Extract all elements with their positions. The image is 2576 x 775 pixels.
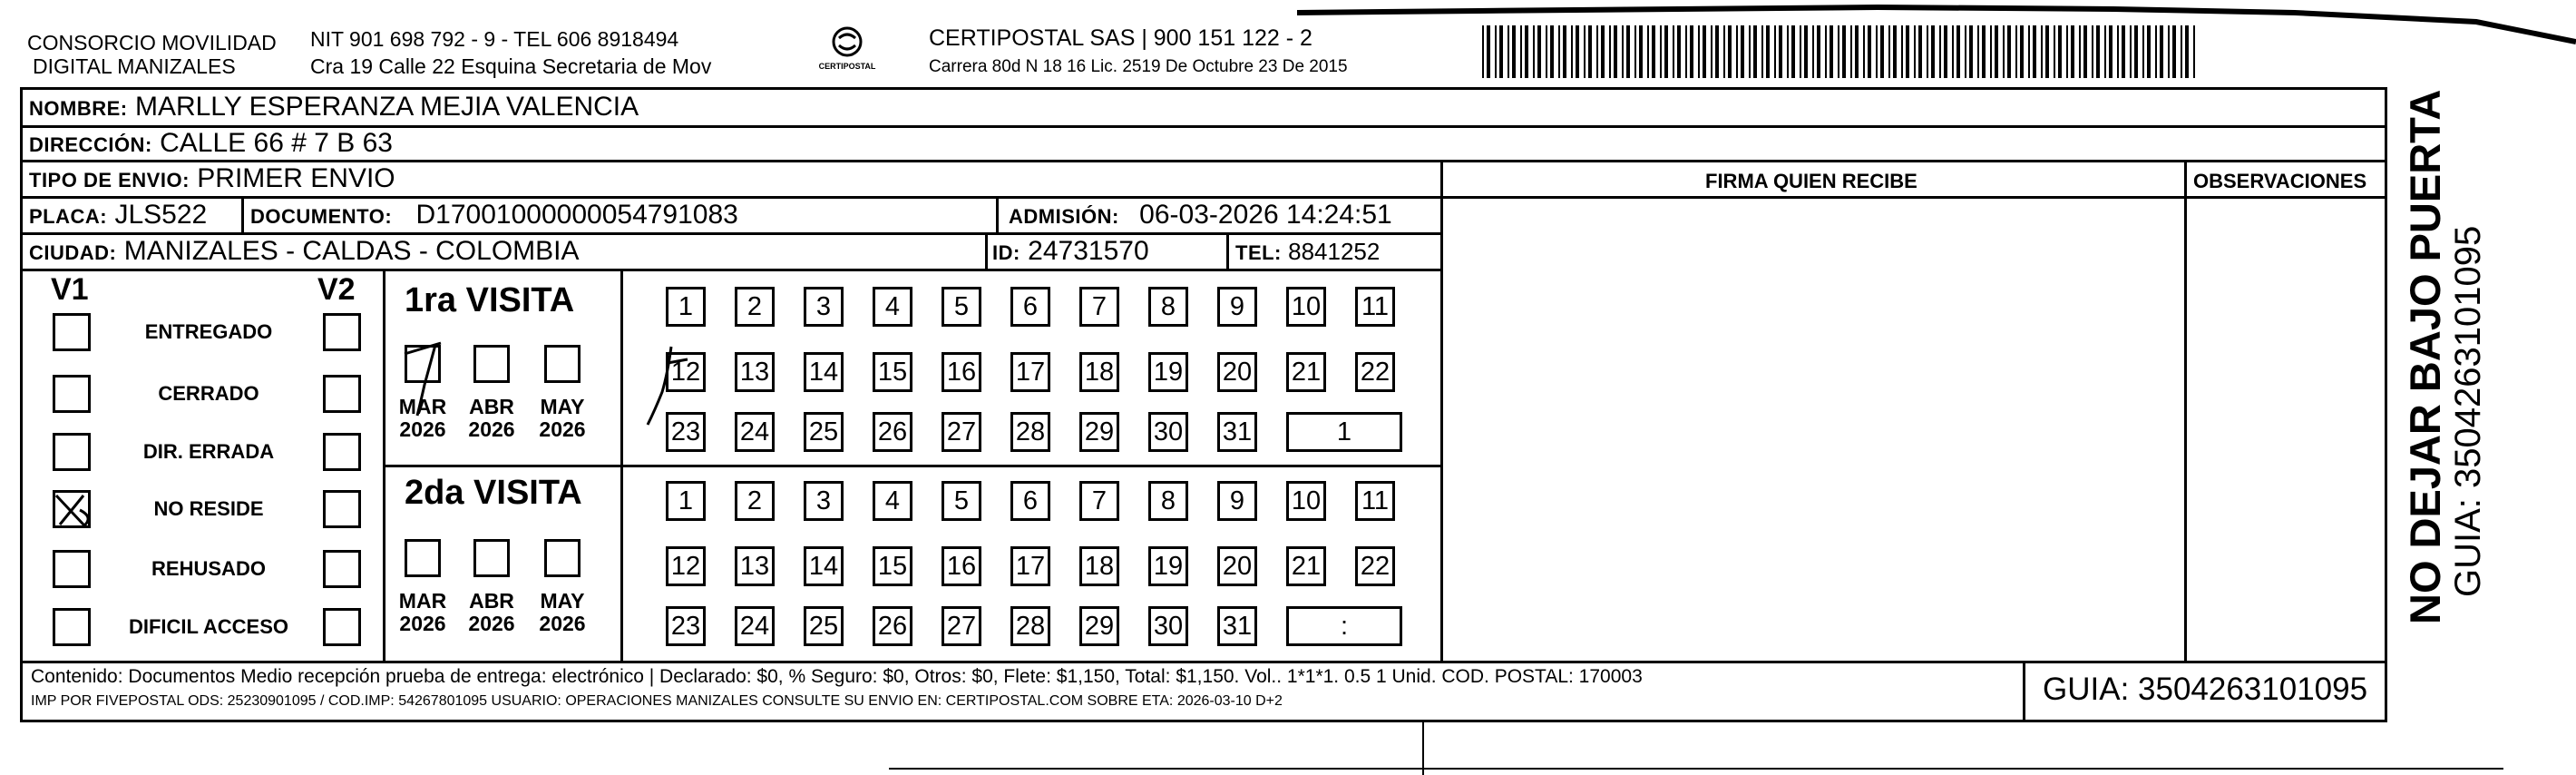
second-visit-day-box[interactable]: 27 — [942, 606, 981, 646]
first-visit-day-box[interactable]: 6 — [1010, 287, 1050, 327]
month-name: ABR — [469, 589, 514, 613]
company-name-line1: CONSORCIO MOVILIDAD — [27, 31, 277, 54]
first-visit-day-box[interactable]: 22 — [1355, 352, 1395, 392]
second-visit-day-box[interactable]: 9 — [1217, 481, 1257, 521]
barcode-bar — [1838, 25, 1839, 78]
documento-field — [250, 201, 738, 229]
barcode-bar — [1690, 25, 1693, 78]
barcode-bar — [1576, 25, 1579, 78]
nombre-label: NOMBRE: — [29, 97, 128, 120]
barcode-bar — [1723, 25, 1725, 78]
v1-checkbox[interactable] — [53, 490, 91, 528]
barcode-bar — [1647, 25, 1649, 78]
barcode-bar — [2020, 25, 2024, 78]
admision-value: 06-03-2026 14:24:51 — [1139, 200, 1392, 230]
barcode-bar — [2092, 25, 2093, 78]
second-visit-day-box[interactable]: 26 — [873, 606, 912, 646]
barcode-bar — [1977, 25, 1979, 78]
second-visit-day-box[interactable]: 10 — [1286, 481, 1326, 521]
second-visit-day-box[interactable]: 25 — [804, 606, 844, 646]
barcode-bar — [2142, 25, 2144, 78]
second-visit-day-box[interactable]: 6 — [1010, 481, 1050, 521]
second-visit-month-box[interactable] — [405, 539, 441, 577]
barcode-bar — [2109, 25, 2113, 78]
first-visit-day-box[interactable]: 5 — [942, 287, 981, 327]
second-visit-day-box[interactable]: 2 — [735, 481, 775, 521]
barcode-bar — [1906, 25, 1909, 78]
barcode-bar — [1804, 25, 1808, 78]
first-visit-day-box[interactable]: 31 — [1217, 412, 1257, 452]
barcode-bar — [1791, 25, 1795, 78]
barcode-bar — [1584, 25, 1586, 78]
first-visit-day-box[interactable]: 27 — [942, 412, 981, 452]
second-visit-day-box[interactable]: 16 — [942, 546, 981, 586]
barcode-bar — [1588, 25, 1592, 78]
barcode-bar — [2096, 25, 2100, 78]
first-visit-day-box[interactable]: 15 — [873, 352, 912, 392]
second-visit-day-box[interactable]: 22 — [1355, 546, 1395, 586]
barcode-bar — [1787, 25, 1789, 78]
v1-checkbox[interactable] — [53, 550, 91, 588]
second-visit-month-label — [391, 590, 454, 636]
status-label: REHUSADO — [151, 557, 266, 580]
second-visit-day-box[interactable]: 18 — [1079, 546, 1119, 586]
carrier-line2: Carrera 80d N 18 16 Lic. 2519 De Octubre 23 De 2015 — [929, 57, 1348, 76]
barcode-bar — [1601, 25, 1605, 78]
placa-value: JLS522 — [114, 200, 208, 230]
certipostal-logo-icon — [818, 24, 876, 76]
first-visit-day-box[interactable]: 8 — [1148, 287, 1188, 327]
barcode-bar — [1850, 25, 1852, 78]
month-year: 2026 — [468, 417, 515, 442]
barcode-bar — [1888, 25, 1890, 78]
admision-label: ADMISIÓN: — [1009, 205, 1119, 228]
barcode-bar — [1495, 25, 1497, 78]
month-year: 2026 — [399, 417, 446, 442]
month-name: MAR — [398, 395, 447, 418]
month-year: 2026 — [399, 612, 446, 636]
barcode-bar — [1931, 25, 1935, 78]
barcode-bar — [2015, 25, 2017, 78]
first-visit-day-box[interactable]: 11 — [1355, 287, 1395, 327]
barcode-bar — [1927, 25, 1928, 78]
first-visit-day-box[interactable]: 2 — [735, 287, 775, 327]
first-visit-day-box[interactable]: 16 — [942, 352, 981, 392]
barcode-bar — [1685, 25, 1687, 78]
second-visit-day-box[interactable]: 11 — [1355, 481, 1395, 521]
v2-checkbox[interactable] — [323, 550, 361, 588]
barcode-bar — [1995, 25, 1998, 78]
first-visit-day-box[interactable]: 24 — [735, 412, 775, 452]
barcode-bar — [1990, 25, 1992, 78]
guia-footer: GUIA: 3504263101095 — [2043, 672, 2368, 707]
address-line: Cra 19 Calle 22 Esquina Secretaria de Mov — [310, 54, 712, 78]
barcode-bar — [1487, 25, 1490, 78]
barcode-bar — [1550, 25, 1554, 78]
first-visit-day-box[interactable]: 4 — [873, 287, 912, 327]
first-visit-day-box[interactable]: 29 — [1079, 412, 1119, 452]
barcode-bar — [1880, 25, 1884, 78]
barcode-bar — [1914, 25, 1916, 78]
admision-field — [1009, 201, 1392, 229]
first-visit-day-box[interactable]: 17 — [1010, 352, 1050, 392]
barcode-bar — [1761, 25, 1763, 78]
barcode-bar — [1982, 25, 1986, 78]
barcode-bar — [1774, 25, 1776, 78]
barcode-bar — [1533, 25, 1535, 78]
second-visit-day-box[interactable]: 24 — [735, 606, 775, 646]
tel-value: 8841252 — [1288, 238, 1381, 265]
first-visit-day-box[interactable]: 19 — [1148, 352, 1188, 392]
first-visit-day-box[interactable]: 18 — [1079, 352, 1119, 392]
first-visit-day-box[interactable]: 25 — [804, 412, 844, 452]
v2-checkbox[interactable] — [323, 375, 361, 413]
no-dejar-warning: NO DEJAR BAJO PUERTA — [2401, 89, 2449, 624]
second-visit-month-box[interactable] — [544, 539, 581, 577]
first-visit-day-box[interactable]: 12 — [666, 352, 706, 392]
barcode-bar — [1868, 25, 1871, 78]
barcode-bar — [2071, 25, 2074, 78]
barcode-bar — [2079, 25, 2081, 78]
first-visit-day-box[interactable]: 21 — [1286, 352, 1326, 392]
logo-text: CERTIPOSTAL — [814, 62, 881, 71]
barcode-bar — [1512, 25, 1516, 78]
barcode-bar — [1609, 25, 1611, 78]
placa-field — [29, 201, 207, 229]
barcode-bar — [1677, 25, 1681, 78]
month-name: MAR — [398, 589, 447, 613]
barcode-bar — [2160, 25, 2163, 78]
barcode-bar — [2185, 25, 2189, 78]
id-field — [992, 238, 1149, 265]
v1-checkbox[interactable] — [53, 313, 91, 351]
tel-field — [1235, 240, 1380, 263]
barcode-bar — [1508, 25, 1509, 78]
barcode-bar — [1753, 25, 1757, 78]
firma-header: FIRMA QUIEN RECIBE — [1705, 170, 1917, 192]
barcode-bar — [1558, 25, 1560, 78]
second-visit-day-box[interactable]: 31 — [1217, 606, 1257, 646]
barcode-bar — [2193, 25, 2195, 78]
barcode-bar — [1626, 25, 1630, 78]
barcode-bar — [2033, 25, 2036, 78]
second-visit-day-box[interactable]: 19 — [1148, 546, 1188, 586]
barcode-bar — [1673, 25, 1674, 78]
tipo-envio-label: TIPO DE ENVIO: — [29, 169, 190, 191]
documento-label: DOCUMENTO: — [250, 205, 393, 228]
month-year: 2026 — [539, 417, 586, 442]
barcode-bar — [1664, 25, 1668, 78]
second-visit-title: 2da VISITA — [405, 474, 582, 512]
barcode-bar — [1614, 25, 1617, 78]
barcode-bar — [1698, 25, 1700, 78]
second-visit-day-box[interactable]: 12 — [666, 546, 706, 586]
ciudad-label: CIUDAD: — [29, 241, 117, 264]
nombre-field — [29, 93, 639, 121]
barcode-bar — [1812, 25, 1814, 78]
barcode-bar — [2168, 25, 2170, 78]
second-visit-day-box[interactable]: 28 — [1010, 606, 1050, 646]
barcode-bar — [2181, 25, 2182, 78]
first-visit-day-box[interactable]: 9 — [1217, 287, 1257, 327]
second-visit-day-box[interactable]: 13 — [735, 546, 775, 586]
second-visit-month-label — [460, 590, 523, 636]
second-visit-day-box[interactable]: 7 — [1079, 481, 1119, 521]
barcode-bar — [1817, 25, 1820, 78]
first-visit-day-box[interactable]: 28 — [1010, 412, 1050, 452]
barcode-bar — [1571, 25, 1573, 78]
imp-line: IMP POR FIVEPOSTAL ODS: 25230901095 / COD.IMP: 54267801095 USUARIO: OPERACIONES MANIZALES CONSULTE SU ENVIO EN: CERTIPOSTAL.COM SOBRE ETA: 2026-03-10 D+2 — [31, 693, 1283, 709]
v1-label: V1 — [51, 272, 89, 307]
month-name: MAY — [540, 589, 585, 613]
barcode-bar — [1546, 25, 1547, 78]
v1-checkbox[interactable] — [53, 433, 91, 471]
status-label: ENTREGADO — [144, 320, 273, 343]
barcode-bar — [2003, 25, 2005, 78]
barcode-bar — [1634, 25, 1636, 78]
first-visit-day-box[interactable]: 3 — [804, 287, 844, 327]
second-visit-day-box[interactable]: 29 — [1079, 606, 1119, 646]
barcode-bar — [2028, 25, 2030, 78]
barcode-bar — [1779, 25, 1782, 78]
v2-checkbox[interactable] — [323, 433, 361, 471]
first-visit-day-box[interactable]: 23 — [666, 412, 706, 452]
handwritten-check-mark — [399, 338, 744, 456]
id-label: ID: — [992, 241, 1020, 264]
carrier-line1: CERTIPOSTAL SAS | 900 151 122 - 2 — [929, 25, 1312, 51]
month-name: MAY — [540, 395, 585, 418]
barcode-bar — [1766, 25, 1770, 78]
month-year: 2026 — [468, 612, 515, 636]
placa-label: PLACA: — [29, 205, 108, 228]
v1-checkbox[interactable] — [53, 608, 91, 646]
first-visit-day-box[interactable]: 26 — [873, 412, 912, 452]
tipo-envio-field — [29, 165, 395, 192]
documento-value: D17001000000054791083 — [415, 200, 738, 230]
second-visit-day-box[interactable]: 30 — [1148, 606, 1188, 646]
barcode-bar — [1939, 25, 1941, 78]
barcode-bar — [1749, 25, 1751, 78]
status-label: DIFICIL ACCESO — [128, 615, 288, 638]
second-visit-day-box[interactable]: 1 — [666, 481, 706, 521]
first-visit-time-box[interactable]: 1 — [1286, 412, 1402, 452]
status-label: CERRADO — [158, 382, 259, 405]
barcode-bar — [2041, 25, 2043, 78]
second-visit-day-box[interactable]: 14 — [804, 546, 844, 586]
first-visit-day-box[interactable]: 1 — [666, 287, 706, 327]
barcode-bar — [1956, 25, 1960, 78]
first-visit-day-box[interactable]: 30 — [1148, 412, 1188, 452]
v2-checkbox[interactable] — [323, 490, 361, 528]
first-visit-title: 1ra VISITA — [405, 281, 575, 319]
second-visit-day-box[interactable]: 20 — [1217, 546, 1257, 586]
barcode-bar — [2130, 25, 2132, 78]
second-visit-day-box[interactable]: 4 — [873, 481, 912, 521]
barcode-bar — [1944, 25, 1947, 78]
barcode-bar — [2058, 25, 2062, 78]
barcode-bar — [1563, 25, 1566, 78]
second-visit-time-box[interactable]: : — [1286, 606, 1402, 646]
barcode-bar — [1596, 25, 1598, 78]
barcode-bar — [2134, 25, 2138, 78]
second-visit-day-box[interactable]: 23 — [666, 606, 706, 646]
month-year: 2026 — [539, 612, 586, 636]
barcode-bar — [2083, 25, 2087, 78]
observaciones-header: OBSERVACIONES — [2193, 170, 2367, 192]
first-visit-day-box[interactable]: 20 — [1217, 352, 1257, 392]
barcode-bar — [2104, 25, 2106, 78]
ciudad-field — [29, 238, 580, 265]
v2-checkbox[interactable] — [323, 313, 361, 351]
id-value: 24731570 — [1028, 236, 1149, 266]
barcode-bar — [1901, 25, 1903, 78]
second-visit-day-box[interactable]: 5 — [942, 481, 981, 521]
barcode-bar — [2007, 25, 2011, 78]
side-text — [2401, 89, 2488, 624]
barcode-bar — [1918, 25, 1922, 78]
second-visit-day-box[interactable]: 21 — [1286, 546, 1326, 586]
direccion-field — [29, 130, 393, 157]
barcode-bar — [1965, 25, 1966, 78]
barcode-bar — [1842, 25, 1846, 78]
barcode-bar — [1800, 25, 1801, 78]
direccion-label: DIRECCIÓN: — [29, 133, 152, 156]
barcode-bar — [2147, 25, 2151, 78]
barcode-bar — [1652, 25, 1655, 78]
barcode-bar — [1876, 25, 1878, 78]
barcode-bar — [2122, 25, 2125, 78]
barcode-bar — [1952, 25, 1954, 78]
barcode-bar — [1660, 25, 1662, 78]
second-visit-month-box[interactable] — [473, 539, 510, 577]
barcode-bar — [1639, 25, 1643, 78]
barcode-bar — [1499, 25, 1503, 78]
first-visit-day-box[interactable]: 14 — [804, 352, 844, 392]
barcode-bar — [1520, 25, 1522, 78]
barcode-bar — [1537, 25, 1541, 78]
first-visit-day-box[interactable]: 13 — [735, 352, 775, 392]
barcode-bar — [2155, 25, 2157, 78]
second-visit-day-box[interactable]: 15 — [873, 546, 912, 586]
second-visit-day-box[interactable]: 8 — [1148, 481, 1188, 521]
first-visit-day-box[interactable]: 10 — [1286, 287, 1326, 327]
barcode-bar — [1855, 25, 1859, 78]
barcode-bar — [1736, 25, 1738, 78]
barcode-bar — [2045, 25, 2049, 78]
v1-checkbox[interactable] — [53, 375, 91, 413]
barcode-bar — [1969, 25, 1973, 78]
barcode-bar — [2066, 25, 2068, 78]
tipo-envio-value: PRIMER ENVIO — [197, 163, 395, 193]
barcode-bar — [2117, 25, 2119, 78]
status-label: NO RESIDE — [153, 497, 264, 520]
v2-label: V2 — [317, 272, 356, 307]
barcode-bar — [1622, 25, 1624, 78]
barcode-bar — [1863, 25, 1865, 78]
barcode-bar — [1715, 25, 1719, 78]
second-visit-day-box[interactable]: 3 — [804, 481, 844, 521]
barcode-bar — [1525, 25, 1528, 78]
barcode-bar — [1825, 25, 1827, 78]
barcode — [1477, 18, 2202, 82]
barcode-bar — [1830, 25, 1833, 78]
barcode-bar — [1703, 25, 1706, 78]
ciudad-value: MANIZALES - CALDAS - COLOMBIA — [123, 236, 580, 266]
month-name: ABR — [469, 395, 514, 418]
second-visit-day-box[interactable]: 17 — [1010, 546, 1050, 586]
barcode-bar — [1741, 25, 1744, 78]
barcode-bar — [1893, 25, 1897, 78]
first-visit-day-box[interactable]: 7 — [1079, 287, 1119, 327]
v2-checkbox[interactable] — [323, 608, 361, 646]
barcode-bar — [2172, 25, 2176, 78]
direccion-value: CALLE 66 # 7 B 63 — [160, 128, 393, 158]
nombre-value: MARLLY ESPERANZA MEJIA VALENCIA — [134, 92, 639, 122]
contenido-line: Contenido: Documentos Medio recepción prueba de entrega: electrónico | Declarado: $0, % Seguro: $0, Otros: $0, Flete: $1,150, Total: $1,150. Vol.. 1*1*1. 0.5 1 Unid. COD. POSTAL: 170003 — [31, 666, 1643, 687]
status-label: DIR. ERRADA — [142, 440, 275, 463]
company-name-line2: DIGITAL MANIZALES — [33, 54, 236, 78]
barcode-bar — [1711, 25, 1712, 78]
barcode-bar — [1728, 25, 1732, 78]
nit-line: NIT 901 698 792 - 9 - TEL 606 8918494 — [310, 27, 679, 51]
barcode-bar — [2054, 25, 2055, 78]
side-guia: GUIA: 3504263101095 — [2448, 225, 2488, 597]
tel-label: TEL: — [1235, 241, 1282, 264]
barcode-bar — [1482, 25, 1484, 78]
second-visit-month-label — [531, 590, 594, 636]
